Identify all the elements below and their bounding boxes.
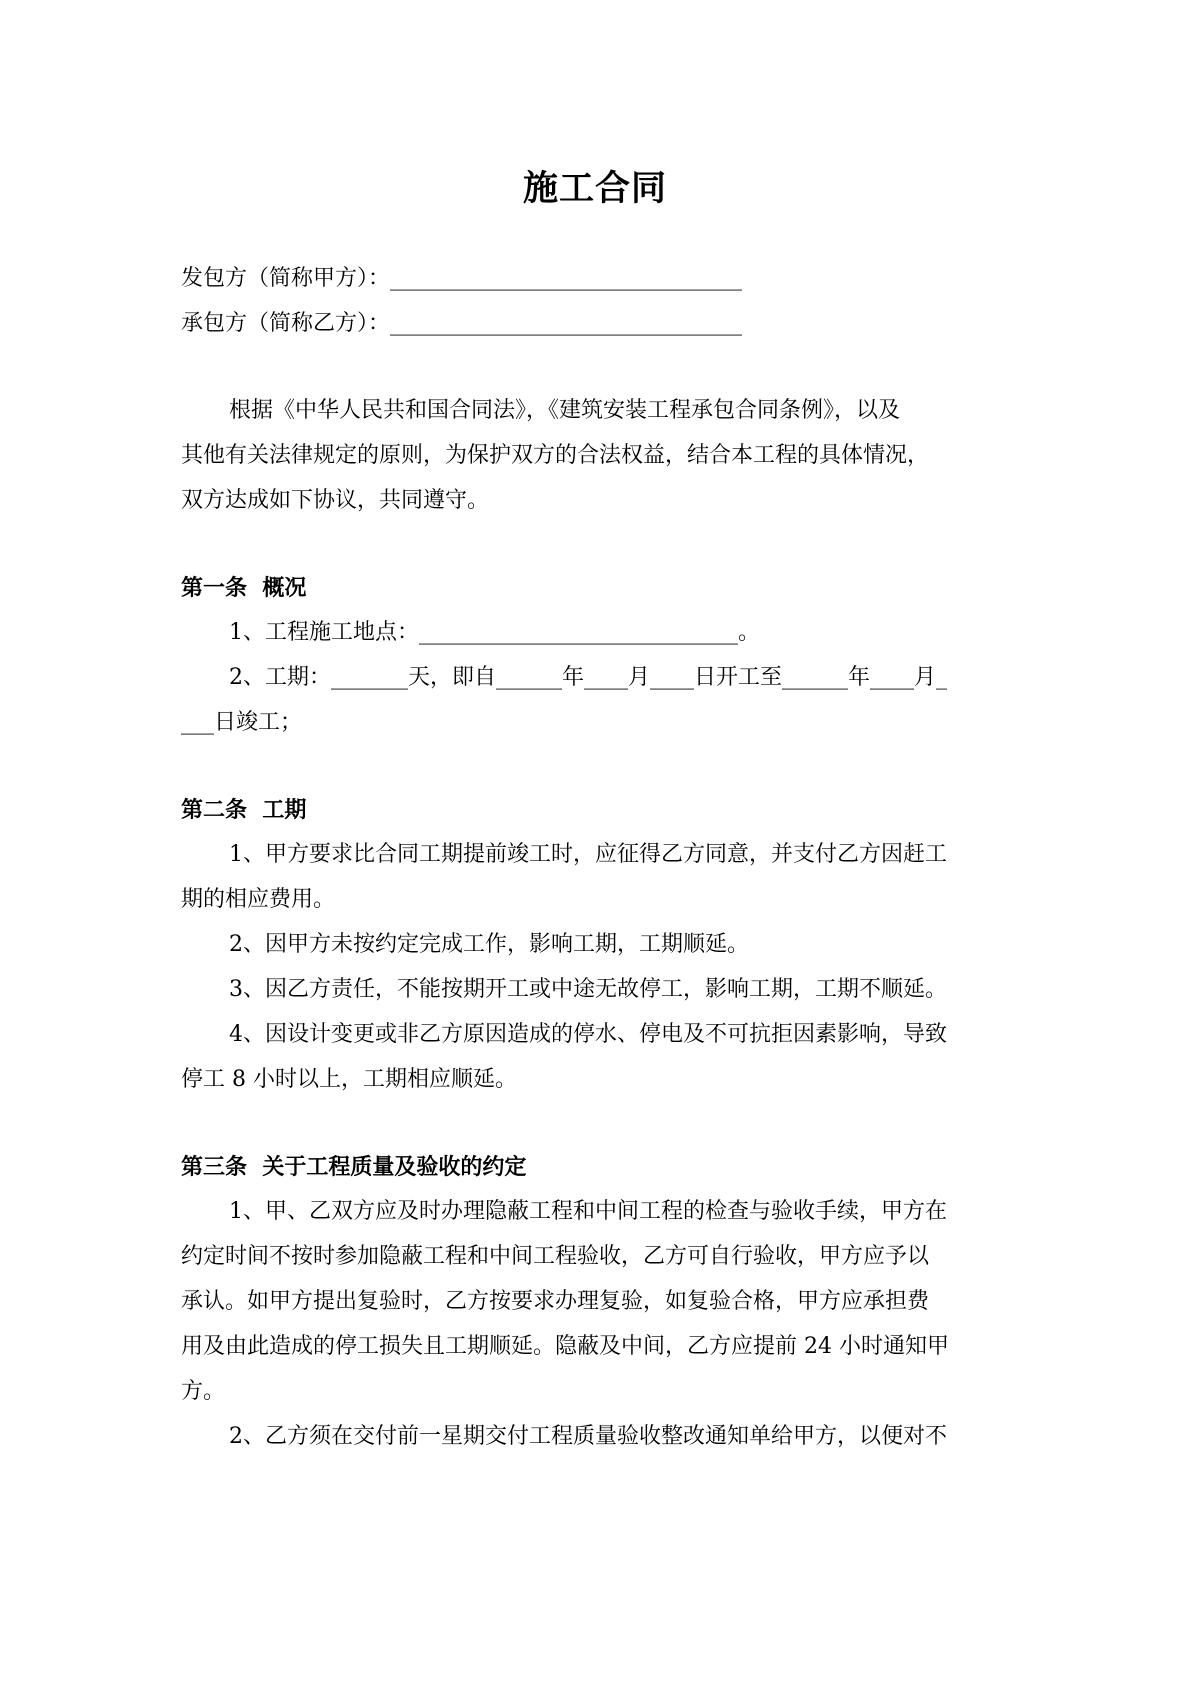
article-3-item: 方。 <box>181 1379 226 1404</box>
article-1-heading: 第一条 概况 <box>181 575 307 601</box>
article-1-item: ___日竣工； <box>181 710 303 735</box>
preamble-line: 其他有关法律规定的原则，为保护双方的合法权益，结合本工程的具体情况， <box>181 443 930 468</box>
preamble-line: 双方达成如下协议，共同遵守。 <box>181 488 490 513</box>
article-3-item: 2、乙方须在交付前一星期交付工程质量验收整改通知单给甲方，以便对不 <box>229 1424 947 1449</box>
preamble-line: 根据《中华人民共和国合同法》，《建筑安装工程承包合同条例》，以及 <box>229 398 901 423</box>
article-2-item: 停工 8 小时以上，工期相应顺延。 <box>181 1067 517 1092</box>
article-3-item: 1、甲、乙双方应及时办理隐蔽工程和中间工程的检查与验收手续，甲方在 <box>229 1199 947 1224</box>
article-2-item: 1、甲方要求比合同工期提前竣工时，应征得乙方同意，并支付乙方因赶工 <box>229 842 947 867</box>
article-2-heading: 第二条 工期 <box>181 797 307 823</box>
article-1-item: 2、工期：_______天，即自______年____月____日开工至______年____月_ <box>229 665 947 690</box>
article-2-item: 3、因乙方责任，不能按期开工或中途无故停工，影响工期，工期不顺延。 <box>229 977 947 1002</box>
article-2-item: 4、因设计变更或非乙方原因造成的停水、停电及不可抗拒因素影响，导致 <box>229 1022 947 1047</box>
article-2-item: 期的相应费用。 <box>181 887 336 912</box>
party-a-line: 发包方（简称甲方）：________________________________ <box>181 266 743 291</box>
article-3-heading: 第三条 关于工程质量及验收的约定 <box>181 1154 527 1180</box>
article-1-item: 1、工程施工地点：_____________________________。 <box>229 620 760 645</box>
contract-title: 施工合同 <box>522 168 667 209</box>
article-3-item: 用及由此造成的停工损失且工期顺延。隐蔽及中间，乙方应提前 24 小时通知甲 <box>181 1334 949 1359</box>
article-3-item: 承认。如甲方提出复验时，乙方按要求办理复验，如复验合格，甲方应承担费 <box>181 1289 930 1314</box>
article-2-item: 2、因甲方未按约定完成工作，影响工期，工期顺延。 <box>229 932 749 957</box>
party-b-line: 承包方（简称乙方）：________________________________ <box>181 311 743 336</box>
article-3-item: 约定时间不按时参加隐蔽工程和中间工程验收，乙方可自行验收，甲方应予以 <box>181 1244 930 1269</box>
